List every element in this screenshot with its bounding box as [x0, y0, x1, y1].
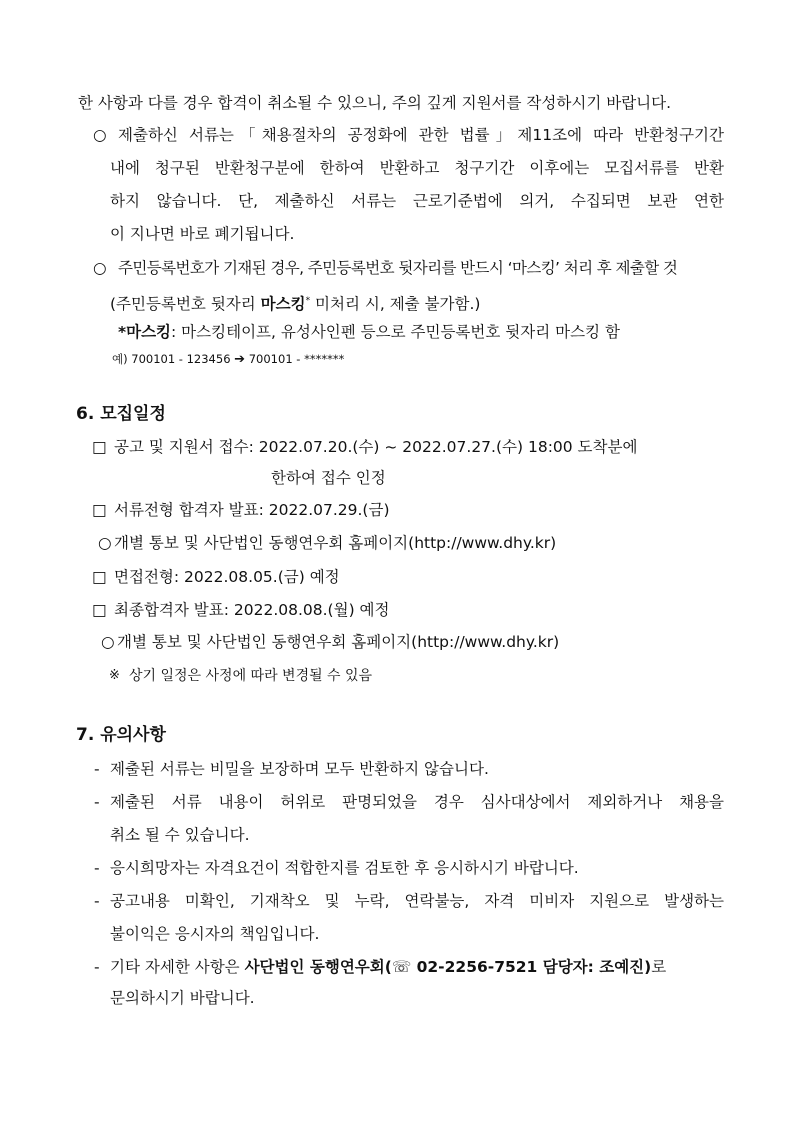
caution-1-bullet: - [94, 760, 100, 778]
note-1-line-1: 제출하신 서류는「채용절차의 공정화에 관한 법률」제11조에 따라 반환청구기간 [118, 126, 724, 144]
schedule-5-bullet: □ [92, 601, 107, 619]
schedule-1-bullet: □ [92, 438, 107, 456]
contact-pre: 기타 자세한 사항은 [110, 958, 245, 976]
schedule-3-bullet: ○ [98, 534, 112, 552]
caution-4-line-2: 불이익은 응시자의 책임입니다. [110, 925, 320, 943]
note-2-bullet: ○ [93, 259, 107, 277]
intro-tail: 한 사항과 다를 경우 합격이 취소될 수 있으니, 주의 깊게 지원서를 작성하시기 바랍니다. [78, 94, 672, 112]
schedule-5-text: 최종합격자 발표: 2022.08.08.(월) 예정 [114, 601, 390, 619]
contact-org: 사단법인 동행연우회( [244, 958, 392, 976]
example-before: 예) 700101 - 123456 [112, 352, 231, 366]
contact-phone: 02-2256-7521 담당자: 조예진) [411, 958, 652, 976]
section-6-title: 6. 모집일정 [76, 404, 166, 424]
masking-definition [118, 322, 620, 342]
schedule-4-bullet: □ [92, 568, 107, 586]
contact-post: 로 [651, 958, 667, 976]
schedule-2-text: 서류전형 합격자 발표: 2022.07.29.(금) [114, 501, 390, 519]
masking-example [112, 349, 344, 370]
schedule-2-bullet: □ [92, 501, 107, 519]
caution-4-bullet: - [94, 892, 100, 910]
arrow-icon: ➔ [234, 352, 246, 367]
schedule-1-cont: 한하여 접수 인정 [271, 469, 386, 487]
example-after: 700101 - ******* [248, 352, 345, 366]
section-7-title: 7. 유의사항 [76, 725, 166, 745]
note-1-line-2: 내에 청구된 반환청구분에 한하여 반환하고 청구기간 이후에는 모집서류를 반환 [110, 159, 724, 177]
caution-2-bullet: - [94, 793, 100, 811]
schedule-6-text: 개별 통보 및 사단법인 동행연우회 홈페이지(http://www.dhy.kr) [117, 633, 560, 651]
masking-text: : 마스킹테이프, 유성사인펜 등으로 주민등록번호 뒷자리 마스킹 함 [171, 323, 620, 341]
contact-bullet: - [94, 958, 100, 976]
caution-2-line-1: 제출된 서류 내용이 허위로 판명되었을 경우 심사대상에서 제외하거나 채용을 [110, 793, 724, 811]
masking-footnote-mark: * [305, 296, 311, 306]
note-2-line-2-pre: (주민등록번호 뒷자리 [110, 295, 261, 314]
schedule-1-text: 공고 및 지원서 접수: 2022.07.20.(수) ~ 2022.07.27.(수) 18:00 도착분에 [114, 438, 638, 456]
caution-3-line-1: 응시희망자는 자격요건이 적합한지를 검토한 후 응시하시기 바랍니다. [110, 859, 579, 877]
schedule-3-text: 개별 통보 및 사단법인 동행연우회 홈페이지(http://www.dhy.kr) [114, 534, 557, 552]
caution-4-line-1: 공고내용 미확인, 기재착오 및 누락, 연락불능, 자격 미비자 지원으로 발생하는 [110, 892, 724, 910]
contact-line-2: 문의하시기 바랍니다. [110, 989, 255, 1007]
note-1-line-3: 하지 않습니다. 단, 제출하신 서류는 근로기준법에 의거, 수집되면 보관 연한 [110, 192, 724, 210]
schedule-note-bullet: ※ [109, 668, 120, 683]
note-2-line-2 [110, 291, 480, 314]
schedule-4-text: 면접전형: 2022.08.05.(금) 예정 [114, 568, 340, 586]
schedule-6-bullet: ○ [101, 633, 115, 651]
caution-2-line-2: 취소 될 수 있습니다. [110, 826, 250, 844]
caution-3-bullet: - [94, 859, 100, 877]
note-1-line-4: 이 지나면 바로 폐기됩니다. [110, 225, 295, 243]
masking-label: *마스킹 [118, 323, 172, 341]
phone-icon: ☏ [391, 958, 412, 976]
contact-line-1 [110, 957, 666, 977]
caution-1-line-1: 제출된 서류는 비밀을 보장하며 모두 반환하지 않습니다. [110, 760, 489, 778]
schedule-note-text: 상기 일정은 사정에 따라 변경될 수 있음 [129, 668, 373, 684]
note-2-line-1: 주민등록번호가 기재된 경우, 주민등록번호 뒷자리를 반드시 ‘마스킹’ 처리 후 제출할 것 [118, 259, 678, 277]
note-1-bullet: ○ [93, 126, 107, 144]
note-2-line-2-post: 미처리 시, 제출 불가함.) [310, 295, 481, 314]
masking-term: 마스킹 [260, 295, 306, 314]
